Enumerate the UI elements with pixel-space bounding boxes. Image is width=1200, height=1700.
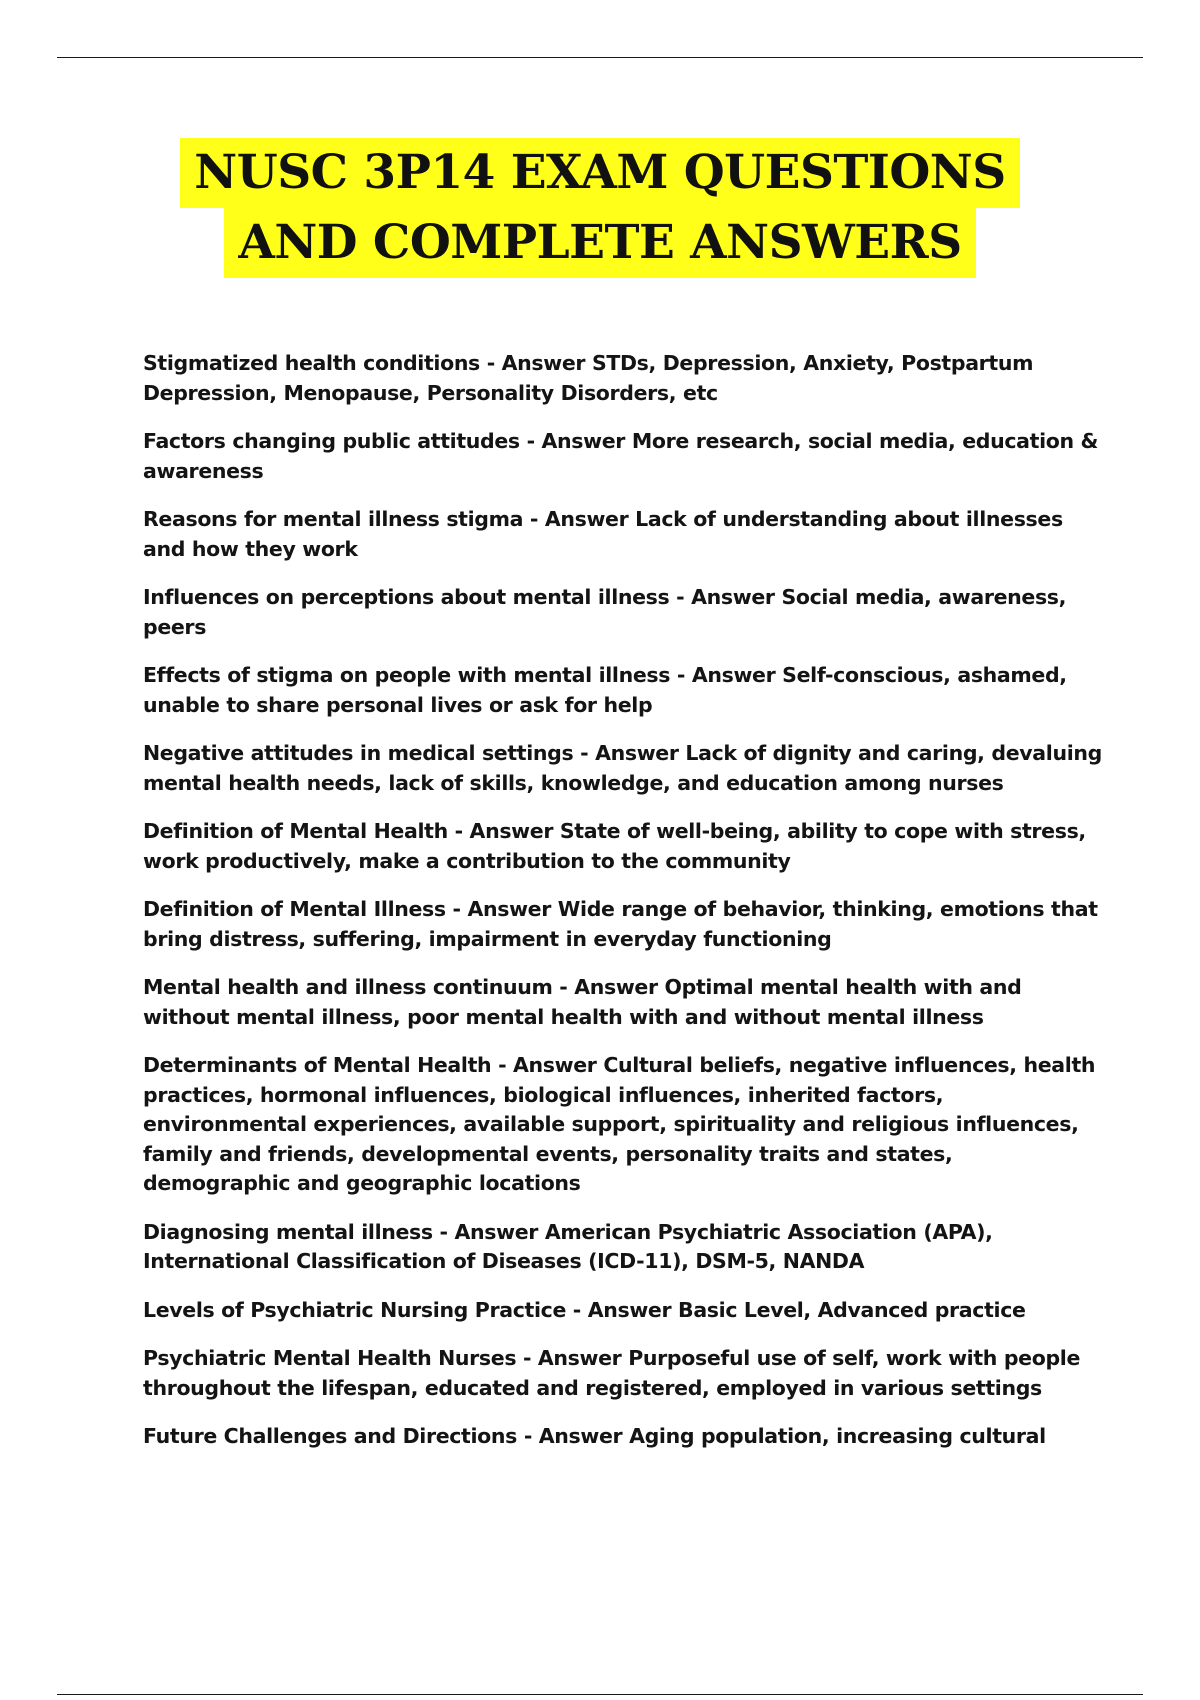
top-rule [57,57,1143,58]
bottom-rule [57,1694,1143,1695]
qa-item-influences-perceptions [143,583,1103,642]
qa-answer: More research, social media, education & awareness [143,429,1099,483]
qa-item-definition-mental-illness [143,895,1103,954]
qa-item-factors-public-attitudes [143,427,1103,486]
qa-answer: Cultural beliefs, negative influences, health practices, hormonal influences, biological influences, inherited factors, environmental experiences, available support, spirituality and religious influences, family and friends, developmental events, personality traits and states, demographic and geographic locations [143,1053,1096,1195]
title-line-2: AND COMPLETE ANSWERS [224,208,975,278]
qa-term: Negative attitudes in medical settings [143,741,574,765]
qa-item-negative-attitudes [143,739,1103,798]
qa-answer: State of well-being, ability to cope with stress, work productively, make a contribution to the community [143,819,1086,873]
qa-item-future-challenges [143,1422,1103,1452]
title-line-1: NUSC 3P14 EXAM QUESTIONS [180,138,1019,208]
qa-term: Definition of Mental Health [143,819,448,843]
qa-term: Levels of Psychiatric Nursing Practice [143,1297,566,1322]
qa-item-diagnosing [143,1218,1103,1277]
qa-term: Psychiatric Mental Health Nurses [143,1346,517,1370]
qa-term: Mental health and illness continuum [143,975,553,999]
qa-term: Diagnosing mental illness [143,1219,433,1244]
qa-item-reasons-stigma [143,505,1103,564]
answer-separator: - Answer [479,351,592,375]
qa-item-definition-mental-health [143,817,1103,876]
answer-separator: - Answer [670,663,783,687]
answer-separator: - Answer [491,1053,604,1077]
answer-separator: - Answer [523,507,636,531]
qa-answer: Lack of dignity and caring, devaluing mental health needs, lack of skills, knowledge, and education among nurses [143,741,1102,795]
qa-answer: American Psychiatric Association (APA), International Classification of Diseases (ICD-11), DSM-5, NANDA [143,1219,993,1273]
qa-term: Effects of stigma on people with mental illness [143,663,671,687]
document-title [0,138,1200,278]
qa-term: Future Challenges and Directions [143,1424,518,1448]
qa-term: Reasons for mental illness stigma [143,507,524,531]
qa-item-effects-of-stigma [143,661,1103,720]
answer-separator: - Answer [432,1219,545,1244]
qa-item-psychiatric-nurses [143,1344,1103,1403]
qa-term: Influences on perceptions about mental illness [143,585,670,609]
answer-separator: - Answer [669,585,782,609]
qa-list [143,349,1103,1471]
qa-item-determinants [143,1051,1103,1199]
qa-item-continuum [143,973,1103,1032]
qa-answer: Purposeful use of self, work with people throughout the lifespan, educated and registered, employed in various settings [143,1346,1080,1400]
qa-answer: Basic Level, Advanced practice [678,1297,1026,1322]
qa-term: Factors changing public attitudes [143,429,520,453]
qa-answer: Self-conscious, ashamed, unable to share personal lives or ask for help [143,663,1067,717]
qa-answer: Optimal mental health with and without mental illness, poor mental health with and without mental illness [143,975,1022,1029]
answer-separator: - Answer [519,429,632,453]
qa-item-levels-practice [143,1296,1103,1326]
answer-separator: - Answer [552,975,665,999]
qa-term: Definition of Mental Illness [143,897,446,921]
answer-separator: - Answer [517,1424,630,1448]
qa-item-stigmatized-conditions [143,349,1103,408]
qa-answer: STDs, Depression, Anxiety, Postpartum Depression, Menopause, Personality Disorders, etc [143,351,1034,405]
qa-answer: Wide range of behavior, thinking, emotions that bring distress, suffering, impairment in everyday functioning [143,897,1098,951]
answer-separator: - Answer [447,819,560,843]
qa-term: Determinants of Mental Health [143,1053,492,1077]
qa-term: Stigmatized health conditions [143,351,480,375]
qa-answer: Social media, awareness, peers [143,585,1067,639]
answer-separator: - Answer [516,1346,629,1370]
qa-answer: Aging population, increasing cultural [629,1424,1046,1448]
answer-separator: - Answer [445,897,558,921]
answer-separator: - Answer [566,1297,679,1322]
qa-answer: Lack of understanding about illnesses and how they work [143,507,1063,561]
answer-separator: - Answer [573,741,686,765]
